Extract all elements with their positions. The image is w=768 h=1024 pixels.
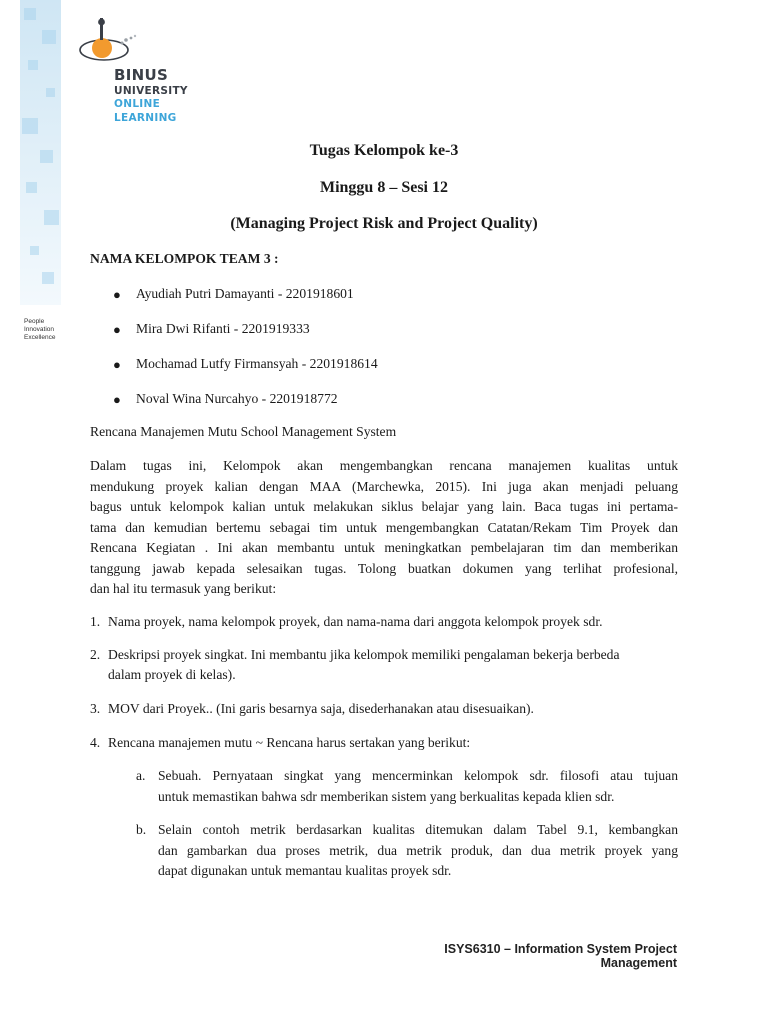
tagline-excellence: Excellence bbox=[24, 334, 56, 341]
paragraph-line: bagus untuk kelompok kalian untuk melakukan siklus belajar yang lain. Baca tugas ini pertama- bbox=[90, 499, 678, 514]
bullet-icon: ● bbox=[113, 287, 121, 302]
section-subtitle: Rencana Manajemen Mutu School Management System bbox=[90, 424, 397, 439]
item-number: 4. bbox=[90, 735, 101, 750]
topic-label: (Managing Project Risk and Project Quality) bbox=[230, 215, 538, 232]
subitem-a bbox=[158, 766, 678, 807]
paragraph-line: Dalam tugas ini, Kelompok akan mengembangkan rencana manajemen kualitas untuk bbox=[90, 458, 678, 473]
subitem-letter: b. bbox=[136, 822, 147, 837]
list-item: MOV dari Proyek.. (Ini garis besarnya saja, disederhanakan atau disesuaikan). bbox=[108, 701, 534, 716]
subitem-line: untuk memastikan bahwa sdr memberikan sistem yang berkualitas kepada klien sdr. bbox=[158, 788, 615, 804]
paragraph-line: mendukung proyek kalian dengan MAA (Marchewka, 2015). Ini juga akan menjadi peluang bbox=[90, 478, 678, 494]
bullet-icon: ● bbox=[113, 357, 121, 372]
paragraph-line: Rencana Kegiatan . Ini akan membantu untuk meningkatkan pembelajaran tim dan memberikan bbox=[90, 540, 678, 555]
intro-paragraph bbox=[90, 456, 678, 600]
bullet-icon: ● bbox=[113, 322, 121, 337]
bullet-icon: ● bbox=[113, 392, 121, 407]
logo-university-text: UNIVERSITY bbox=[114, 85, 188, 97]
subitem-line: dan gambarkan dua proses metrik, dua metrik produk, dan dua metrik proyek yang bbox=[158, 842, 678, 858]
list-item-continued: dalam proyek di kelas). bbox=[108, 667, 236, 682]
logo-online-text: ONLINE bbox=[114, 98, 161, 110]
document-title: Tugas Kelompok ke-3 bbox=[309, 142, 459, 159]
list-item: Rencana manajemen mutu ~ Rencana harus sertakan yang berikut: bbox=[108, 735, 471, 750]
item-number: 3. bbox=[90, 701, 101, 716]
logo-binus-text: BINUS bbox=[114, 66, 169, 84]
subitem-line: Selain contoh metrik berdasarkan kualitas ditemukan dalam Tabel 9.1, kembangkan bbox=[158, 822, 678, 837]
item-number: 1. bbox=[90, 614, 101, 629]
subitem-line: Sebuah. Pernyataan singkat yang mencerminkan kelompok sdr. filosofi atau tujuan bbox=[158, 768, 678, 783]
subitem-letter: a. bbox=[136, 768, 146, 783]
item-number: 2. bbox=[90, 647, 101, 662]
session-label: Minggu 8 – Sesi 12 bbox=[319, 179, 448, 196]
tagline-innovation: Innovation bbox=[24, 326, 54, 333]
list-item: Deskripsi proyek singkat. Ini membantu jika kelompok memiliki pengalaman bekerja berbeda bbox=[108, 647, 620, 662]
team-member: Ayudiah Putri Damayanti - 2201918601 bbox=[136, 286, 354, 301]
team-heading: NAMA KELOMPOK TEAM 3 : bbox=[90, 251, 279, 266]
page-footer: ISYS6310 – Information System Project Management bbox=[444, 942, 677, 970]
tagline-people: People bbox=[24, 318, 45, 325]
team-member: Mira Dwi Rifanti - 2201919333 bbox=[136, 321, 310, 336]
paragraph-line: tanggung jawab kepada selesaikan tugas. Tolong buatkan dokumen yang terlihat profesional, bbox=[90, 560, 678, 576]
binus-logo bbox=[78, 14, 198, 129]
logo-emblem-icon bbox=[78, 14, 198, 74]
subitem-b bbox=[158, 820, 678, 882]
logo-learning-text: LEARNING bbox=[114, 112, 177, 124]
team-member: Mochamad Lutfy Firmansyah - 2201918614 bbox=[136, 356, 378, 371]
subitem-line: dapat digunakan untuk memantau kualitas proyek sdr. bbox=[158, 863, 452, 878]
team-member: Noval Wina Nurcahyo - 2201918772 bbox=[136, 391, 338, 406]
paragraph-line: dan hal itu termasuk yang berikut: bbox=[90, 581, 277, 596]
list-item: Nama proyek, nama kelompok proyek, dan nama-nama dari anggota kelompok proyek sdr. bbox=[108, 614, 603, 629]
paragraph-line: tama dan kemudian bertemu sebagai tim untuk mengembangkan Catatan/Rekam Tim Proyek dan bbox=[90, 519, 678, 535]
